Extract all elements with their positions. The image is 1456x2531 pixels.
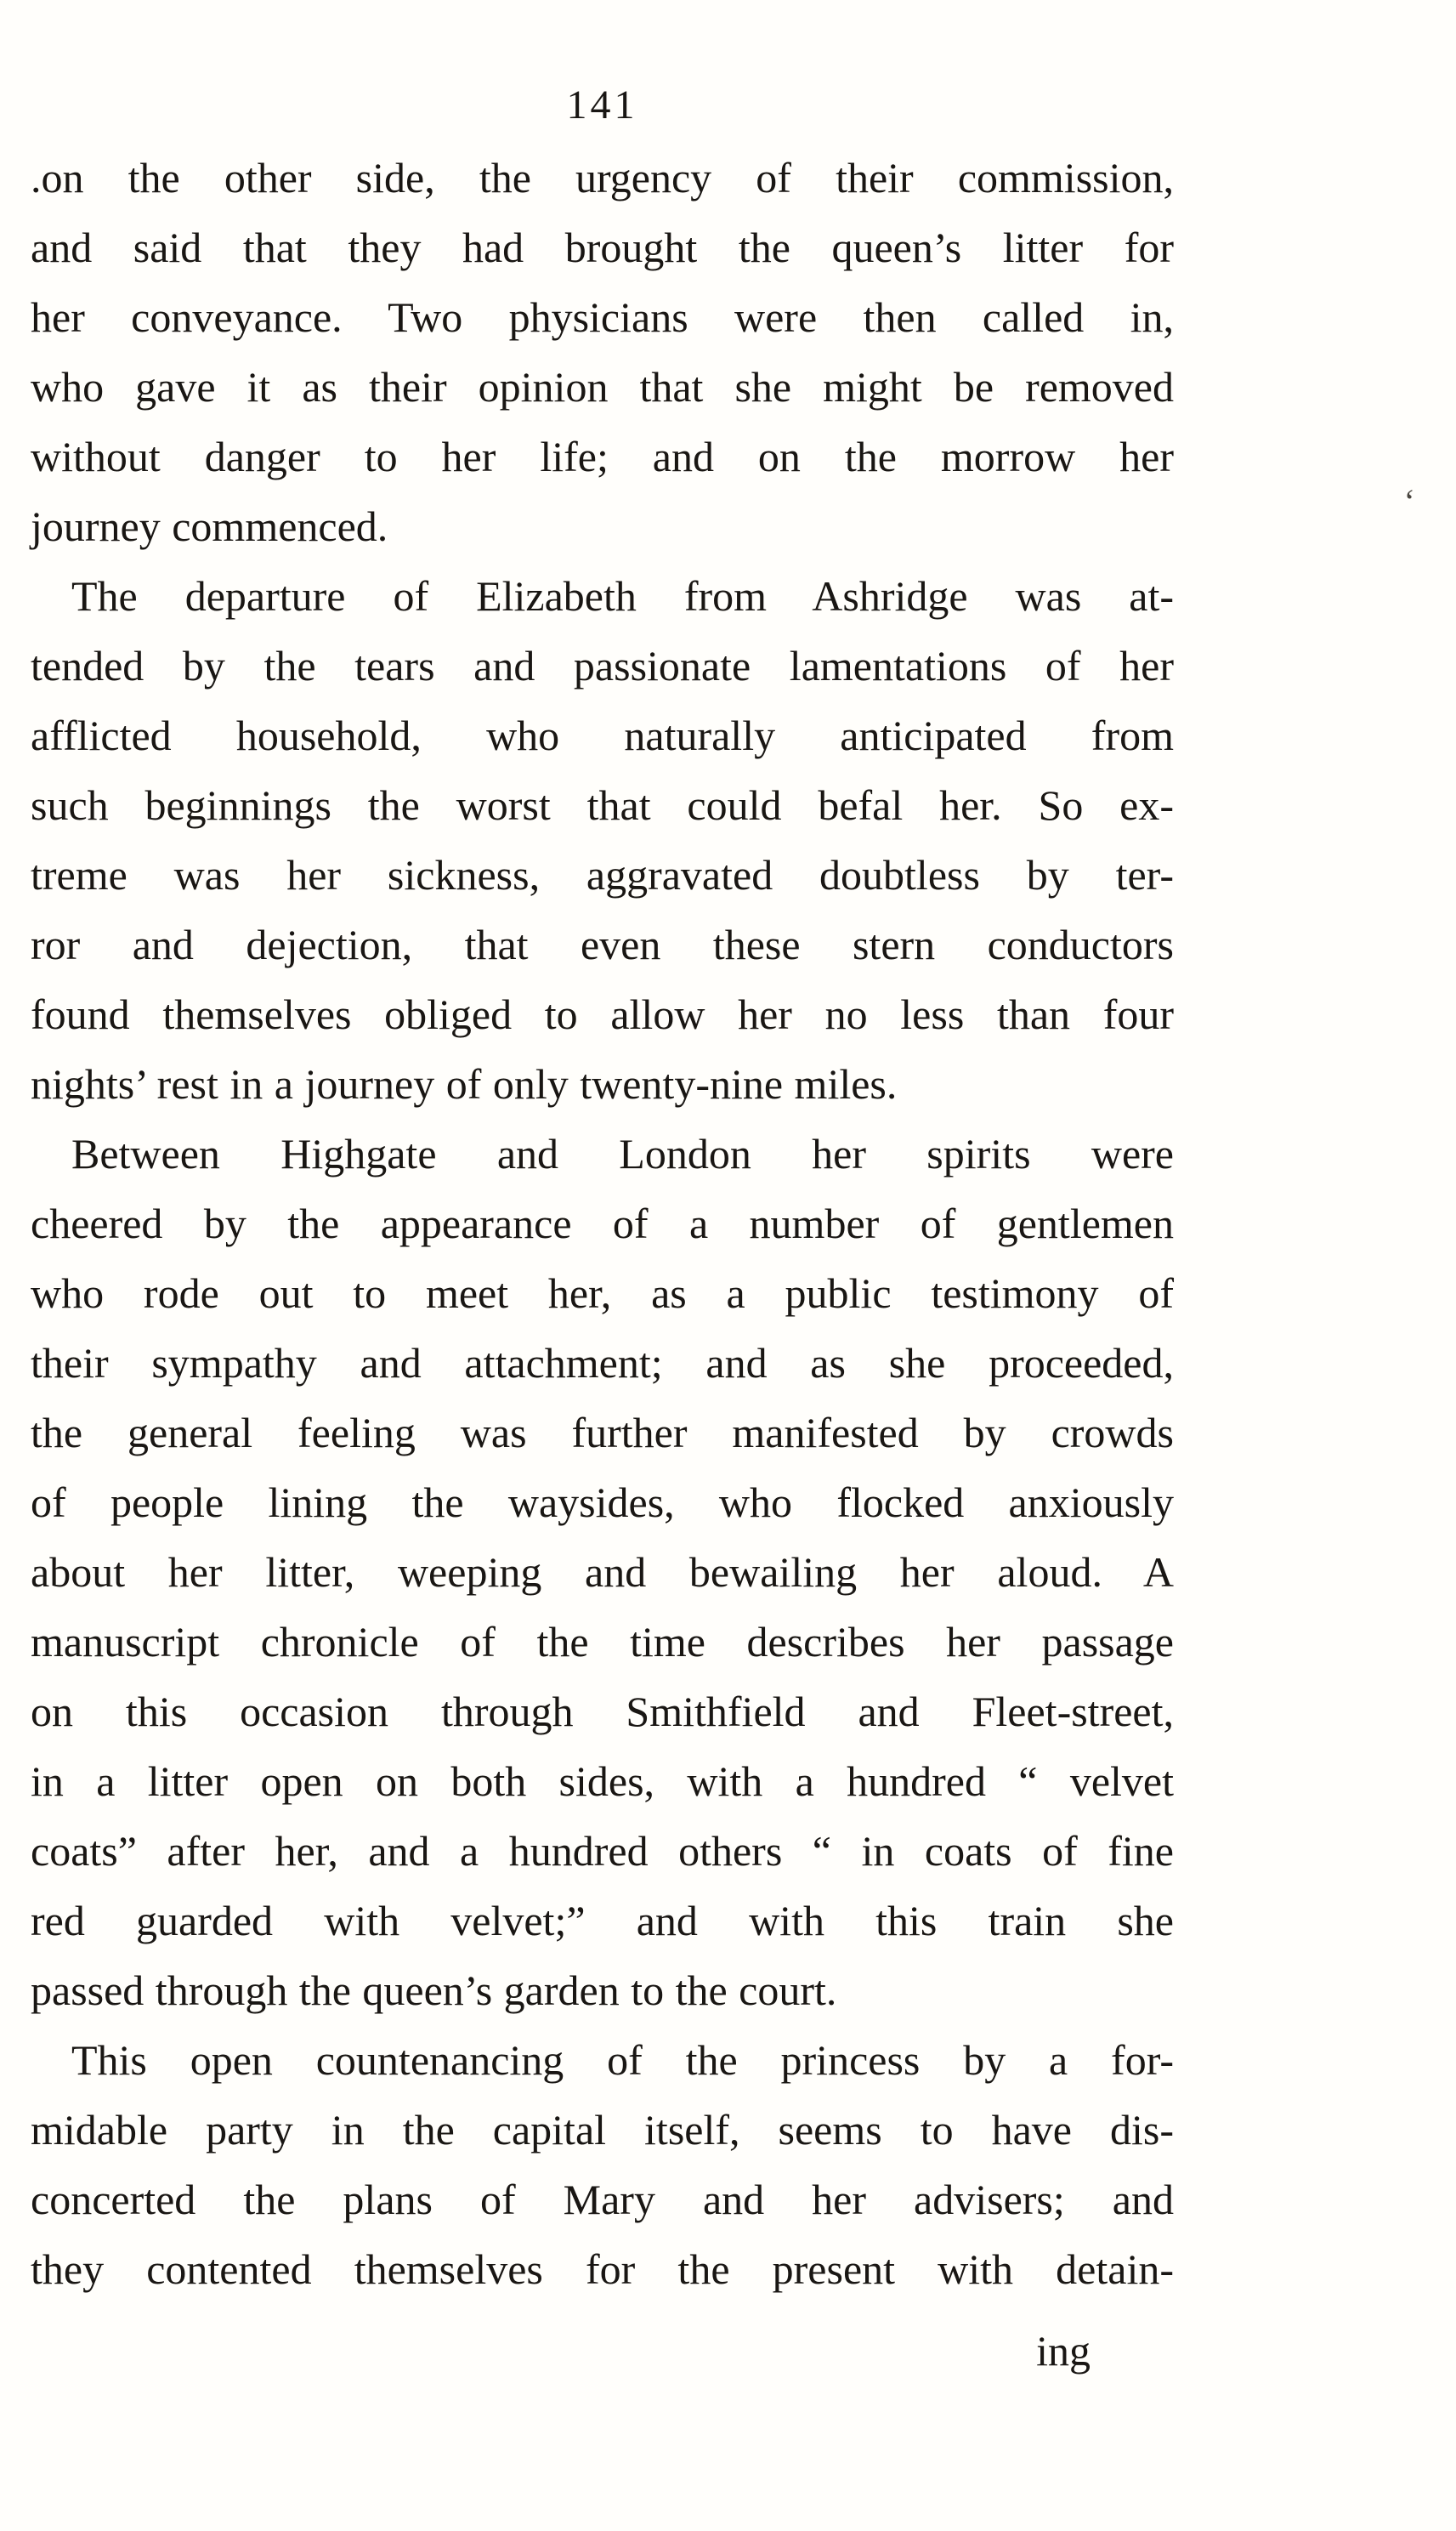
text-line: The departure of Elizabeth from Ashridge was at- bbox=[71, 572, 1174, 620]
page-number: 141 bbox=[566, 82, 638, 128]
text-line: the general feeling was further manifested by crowds bbox=[31, 1409, 1174, 1456]
text-line: coats” after her, and a hundred others “ in coats of fine bbox=[31, 1827, 1174, 1875]
text-line: found themselves obliged to allow her no less than four bbox=[31, 990, 1174, 1038]
text-line: nights’ rest in a journey of only twenty-nine miles. bbox=[31, 1060, 898, 1108]
text-line: Between Highgate and London her spirits were bbox=[71, 1130, 1174, 1178]
scan-artifact-mark: ‘ bbox=[1403, 482, 1415, 520]
text-line: about her litter, weeping and bewailing her aloud. A bbox=[31, 1548, 1174, 1596]
text-line: cheered by the appearance of a number of gentlemen bbox=[31, 1200, 1174, 1247]
paragraph bbox=[31, 2025, 1174, 2304]
text-line: on this occasion through Smithfield and Fleet-street, bbox=[31, 1688, 1174, 1735]
paragraph bbox=[31, 561, 1174, 1119]
text-line: their sympathy and attachment; and as she proceeded, bbox=[31, 1339, 1174, 1387]
text-line: such beginnings the worst that could befal her. So ex- bbox=[31, 781, 1174, 829]
text-line: concerted the plans of Mary and her advisers; and bbox=[31, 2176, 1174, 2223]
text-line: who rode out to meet her, as a public testimony of bbox=[31, 1269, 1174, 1317]
text-line: and said that they had brought the queen’s litter for bbox=[31, 224, 1174, 271]
text-line: This open countenancing of the princess by a for- bbox=[71, 2036, 1174, 2084]
paragraph bbox=[31, 143, 1174, 561]
text-line: of people lining the waysides, who flocked anxiously bbox=[31, 1478, 1174, 1526]
text-line: ror and dejection, that even these stern conductors bbox=[31, 921, 1174, 968]
paragraph bbox=[31, 1119, 1174, 2025]
text-line: treme was her sickness, aggravated doubtless by ter- bbox=[31, 851, 1174, 899]
text-line: tended by the tears and passionate lamentations of her bbox=[31, 642, 1174, 689]
text-line: her conveyance. Two physicians were then called in, bbox=[31, 293, 1174, 341]
text-line: afflicted household, who naturally anticipated from bbox=[31, 712, 1174, 759]
text-line: without danger to her life; and on the morrow her bbox=[31, 433, 1174, 480]
text-line: journey commenced. bbox=[31, 502, 388, 550]
text-line: who gave it as their opinion that she might be removed bbox=[31, 363, 1174, 411]
text-line: passed through the queen’s garden to the court. bbox=[31, 1966, 837, 2014]
text-block bbox=[31, 143, 1174, 2386]
text-line: midable party in the capital itself, seems to have dis- bbox=[31, 2106, 1174, 2154]
text-line: manuscript chronicle of the time describes her passage bbox=[31, 1618, 1174, 1666]
catchword: ing bbox=[1036, 2327, 1091, 2375]
text-line: they contented themselves for the present with detain- bbox=[31, 2245, 1174, 2293]
text-line: in a litter open on both sides, with a hundred “ velvet bbox=[31, 1757, 1174, 1805]
text-line: .on the other side, the urgency of their commission, bbox=[31, 154, 1174, 201]
text-line: red guarded with velvet;” and with this train she bbox=[31, 1897, 1174, 1944]
